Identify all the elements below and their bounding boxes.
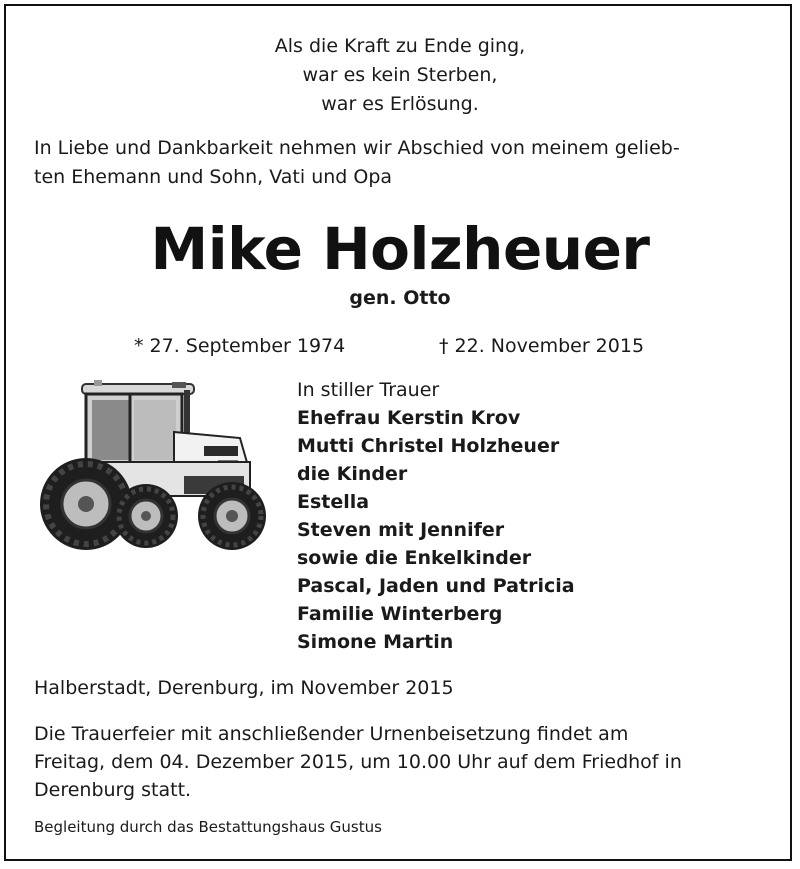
- service-line: Die Trauerfeier mit anschließender Urnenbeisetzung findet am: [34, 723, 629, 745]
- undertaker-credit: Begleitung durch das Bestattungshaus Gustus: [34, 818, 382, 836]
- mourner-name: Familie Winterberg: [297, 603, 503, 625]
- intro-text: [34, 134, 769, 192]
- deceased-nickname: gen. Otto: [349, 287, 451, 309]
- intro-line: In Liebe und Dankbarkeit nehmen wir Abschied von meinem gelieb-: [34, 137, 680, 159]
- mourner-name: Estella: [297, 491, 370, 513]
- deceased-name: Mike Holzheuer: [150, 215, 650, 283]
- mourner-name: die Kinder: [297, 463, 408, 485]
- mourner-name: Simone Martin: [297, 631, 454, 653]
- poem-line: war es kein Sterben,: [302, 64, 498, 86]
- tractor-illustration: [34, 376, 278, 554]
- mourner-name: Ehefrau Kerstin Krov: [297, 407, 521, 429]
- poem-line: Als die Kraft zu Ende ging,: [274, 35, 526, 57]
- place-date: Halberstadt, Derenburg, im November 2015: [34, 677, 454, 699]
- mourner-name: sowie die Enkelkinder: [297, 547, 532, 569]
- death-date: † 22. November 2015: [439, 335, 645, 357]
- poem: [0, 32, 800, 119]
- mourners-lead: In stiller Trauer: [297, 379, 440, 401]
- mourner-name: Steven mit Jennifer: [297, 519, 505, 541]
- mourner-name: Mutti Christel Holzheuer: [297, 435, 560, 457]
- mourner-name: Pascal, Jaden und Patricia: [297, 575, 575, 597]
- service-details: [34, 720, 769, 804]
- service-line: Freitag, dem 04. Dezember 2015, um 10.00 Uhr auf dem Friedhof in: [34, 751, 682, 773]
- service-line: Derenburg statt.: [34, 779, 192, 801]
- mourners-list: [297, 376, 575, 656]
- intro-line: ten Ehemann und Sohn, Vati und Opa: [34, 166, 393, 188]
- birth-date: * 27. September 1974: [134, 335, 346, 357]
- poem-line: war es Erlösung.: [321, 93, 479, 115]
